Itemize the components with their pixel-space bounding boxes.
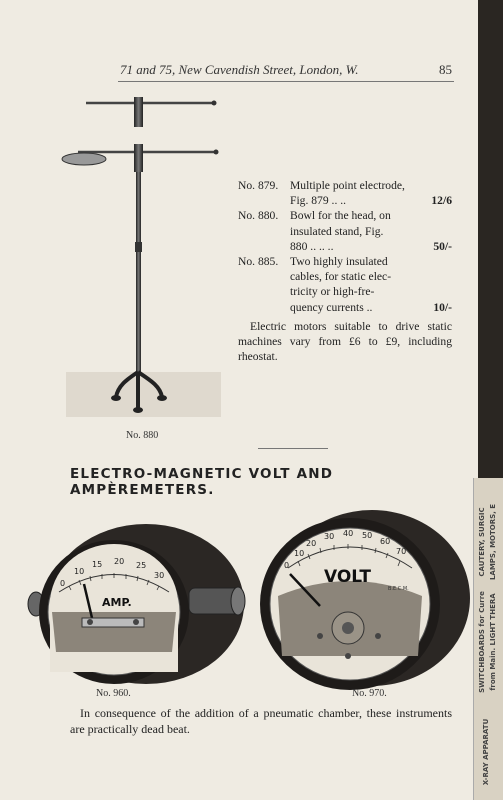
volt-scale-10: 10 [294,549,305,558]
volt-scale-20: 20 [306,539,317,548]
volt-scale-30: 30 [324,532,335,541]
index-tab [473,478,503,800]
list-item [238,208,452,254]
tab-line: CAUTERY, SURGIC [478,507,486,577]
volt-label: VOLT [324,567,371,587]
caption-880: No. 880 [126,430,159,441]
item-line: 880 .. .. .. [290,239,334,253]
section-rule [258,448,328,449]
tab-line: X-RAY APPARATU [482,718,490,786]
amp-label: AMP. [102,596,132,609]
list-item [238,254,452,315]
amp-scale-10: 10 [74,567,85,576]
stand-illustration [56,92,232,422]
amp-scale-0: 0 [60,579,66,588]
item-number: No. 879. [238,179,279,192]
item-line: Two highly insulated [290,255,388,269]
volt-scale-0: 0 [284,561,290,570]
header-rule [118,81,454,82]
price-list [238,178,452,364]
amp-scale-25: 25 [136,561,147,570]
item-line: Multiple point electrode, [290,179,405,192]
list-item [238,178,452,208]
instrument-note: In consequence of the addition of a pneumatic chamber, these instruments are practically dead beat. [70,706,452,736]
item-line: Bowl for the head, on [290,209,391,223]
volt-maker-mark: B.E.C.M. [388,586,409,592]
page-header [120,62,452,78]
section-title: ELECTRO-MAGNETIC VOLT AND AMPÈREMETERS. [70,466,334,498]
amp-scale-15: 15 [92,560,103,569]
tab-line: LAMPS, MOTORS, E [489,503,497,581]
item-price: 50/- [433,239,452,253]
item-number: No. 880. [238,209,279,223]
tab-line: SWITCHBOARDS for Curre [478,591,486,693]
tab-line: from Main. LIGHT THERA [489,593,497,691]
item-line: cables, for static elec- [290,270,392,284]
ammeter-illustration [24,522,254,688]
volt-scale-40: 40 [343,529,354,538]
volt-scale-50: 50 [362,531,373,540]
item-price: 12/6 [431,194,452,208]
item-line: tricity or high-fre- [290,285,375,299]
volt-scale-60: 60 [380,537,391,546]
item-price: 10/- [433,300,452,314]
caption-960: No. 960. [96,688,131,699]
amp-scale-30: 30 [154,571,165,580]
voltmeter-illustration [250,506,476,692]
caption-970: No. 970. [352,688,387,699]
amp-scale-20: 20 [114,557,125,566]
volt-scale-70: 70 [396,547,407,556]
item-line: quency currents .. [290,300,373,314]
motors-paragraph: Electric motors suitable to drive static machines vary from £6 to £9, including rheostat. [238,319,452,364]
item-line: Fig. 879 .. .. [290,194,347,208]
page-number: 85 [439,62,452,77]
header-address: 71 and 75, New Cavendish Street, London, W. [120,62,359,77]
item-line: insulated stand, Fig. [290,224,384,238]
item-number: No. 885. [238,255,279,269]
